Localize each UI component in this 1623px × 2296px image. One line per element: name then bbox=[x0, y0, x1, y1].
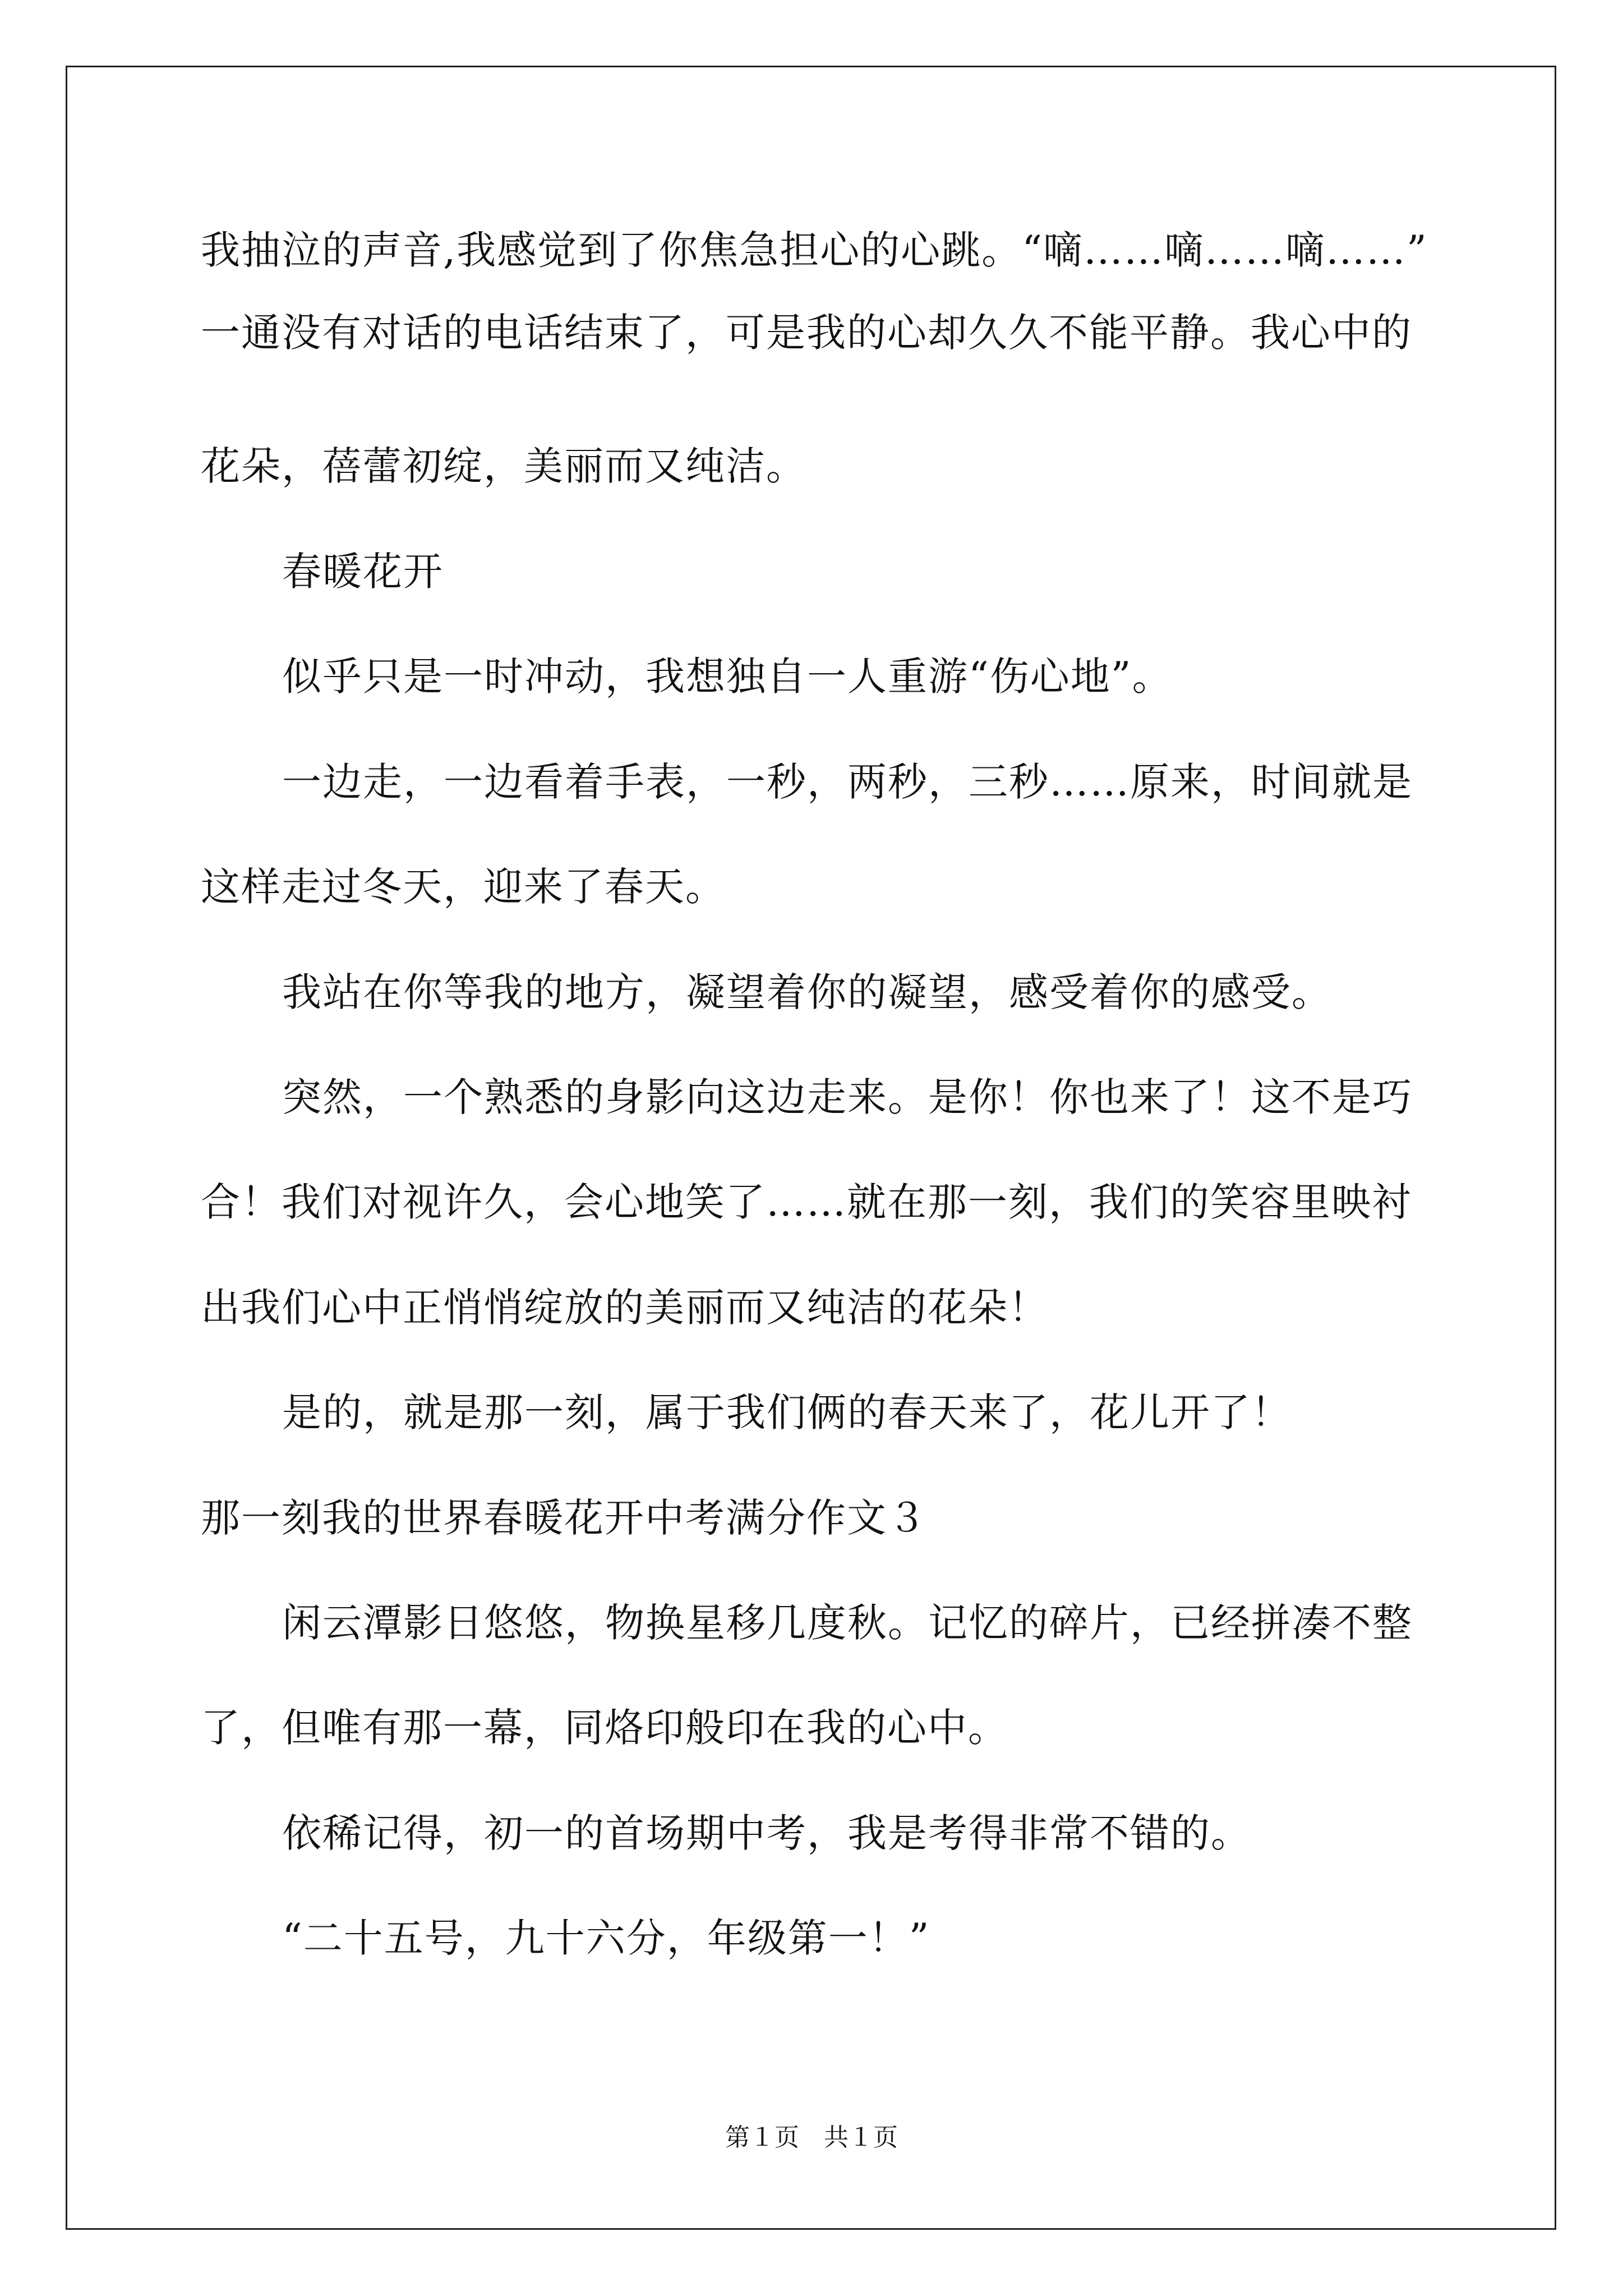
text-line: 这样走过冬天，迎来了春天。 bbox=[201, 864, 726, 910]
text-line: 我站在你等我的地方，凝望着你的凝望，感受着你的感受。 bbox=[282, 969, 1332, 1015]
text-line: 闲云潭影日悠悠，物换星移几度秋。记忆的碎片，已经拼凑不整 bbox=[282, 1600, 1413, 1646]
text-line: 突然，一个熟悉的身影向这边走来。是你！你也来了！这不是巧 bbox=[282, 1074, 1413, 1120]
text-line: 一边走，一边看着手表，一秒，两秒，三秒……原来，时间就是 bbox=[282, 759, 1413, 805]
text-line: 了，但唯有那一幕，同烙印般印在我的心中。 bbox=[201, 1705, 1008, 1751]
text-line: 依稀记得，初一的首场期中考，我是考得非常不错的。 bbox=[282, 1810, 1251, 1856]
text-line: 是的，就是那一刻，属于我们俩的春天来了，花儿开了！ bbox=[282, 1389, 1292, 1435]
text-line: 一通没有对话的电话结束了，可是我的心却久久不能平静。我心中的 bbox=[201, 310, 1412, 356]
article-title: 那一刻我的世界春暖花开中考满分作文３ bbox=[201, 1495, 928, 1541]
text-line: 合！我们对视许久，会心地笑了……就在那一刻，我们的笑容里映衬 bbox=[201, 1179, 1412, 1225]
page-border bbox=[66, 66, 1556, 2230]
text-line: 似乎只是一时冲动，我想独自一人重游“伤心地”。 bbox=[282, 654, 1173, 700]
section-heading: 春暖花开 bbox=[282, 549, 444, 595]
text-line: “二十五号，九十六分，年级第一！” bbox=[282, 1915, 930, 1961]
text-line: 出我们心中正悄悄绽放的美丽而又纯洁的花朵！ bbox=[201, 1285, 1049, 1331]
text-line: 我抽泣的声音,我感觉到了你焦急担心的心跳。“嘀……嘀……嘀……” bbox=[201, 227, 1428, 273]
text-line: 花朵，蓓蕾初绽，美丽而又纯洁。 bbox=[201, 443, 806, 489]
page-number: 第１页 共１页 bbox=[725, 2123, 898, 2152]
